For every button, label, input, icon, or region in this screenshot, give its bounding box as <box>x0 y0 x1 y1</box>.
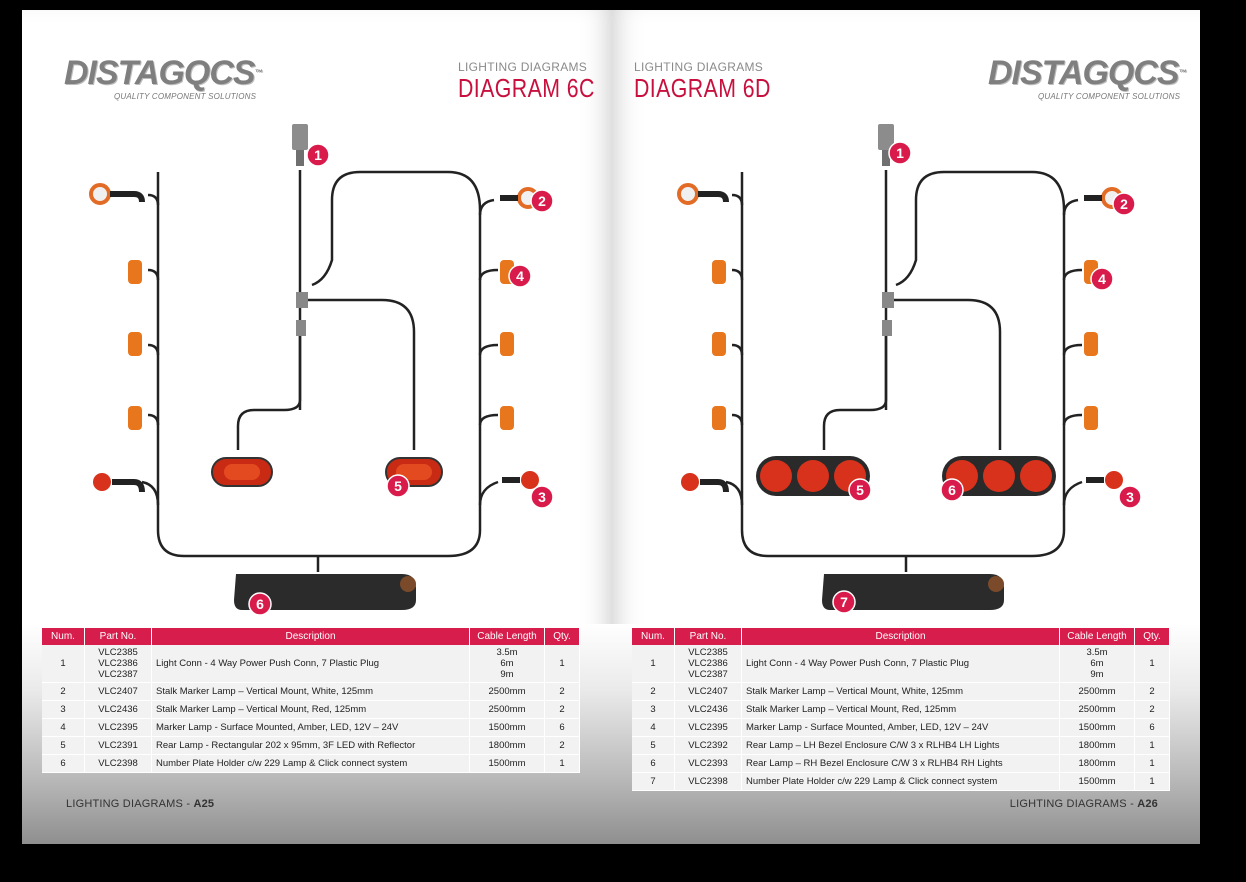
diagram-subtitle: LIGHTING DIAGRAMS <box>634 60 764 74</box>
table-row: 7 VLC2398 Number Plate Holder c/w 229 Lamp & Click connect system 1500mm 1 <box>632 773 1170 791</box>
col-num: Num. <box>42 628 85 645</box>
table-row: 4 VLC2395 Marker Lamp - Surface Mounted, Amber, LED, 12V – 24V 1500mm 6 <box>632 719 1170 737</box>
wiring-diagram-6d <box>612 110 1200 620</box>
svg-text:6: 6 <box>256 596 264 612</box>
svg-text:4: 4 <box>516 268 524 284</box>
table-row: 3 VLC2436 Stalk Marker Lamp – Vertical Mount, Red, 125mm 2500mm 2 <box>42 701 580 719</box>
col-desc: Description <box>152 628 470 645</box>
table-row: 1 VLC2385 VLC2386 VLC2387 Light Conn - 4 Way Power Push Conn, 7 Plastic Plug 3.5m 6m 9m 1 <box>42 645 580 683</box>
svg-text:1: 1 <box>896 145 904 161</box>
stalk-lamp-red-right-icon <box>502 471 539 489</box>
diagram-subtitle: LIGHTING DIAGRAMS <box>458 60 588 74</box>
callout-5 <box>387 475 409 497</box>
callout-6 <box>249 593 271 615</box>
brand-logo: DISTAGQCS™ QUALITY COMPONENT SOLUTIONS <box>64 54 262 101</box>
callout-4 <box>1091 268 1113 290</box>
callout-badges <box>833 142 1141 613</box>
col-part: Part No. <box>85 628 152 645</box>
page-a26 <box>612 10 1200 844</box>
svg-text:5: 5 <box>394 478 402 494</box>
table-row: 4 VLC2395 Marker Lamp - Surface Mounted, Amber, LED, 12V – 24V 1500mm 6 <box>42 719 580 737</box>
parts-table-6d: Num. Part No. Description Cable Length Qty. 1 VLC2385 VLC2386 VLC2387 Light Conn - 4 Way Power Push Conn, 7 Plastic Plug 3.5m 6m 9m 1 2 VLC2407 Stalk Marker Lamp – Vertical Mount, White, 125mm 2500mm 2 3 VLC2436 Stalk Marker Lamp – Vertical Mount, Red, 125mm 2500mm 2 4 VLC2395 Marker Lamp - Surface Mounted, Amber, LED, 12V – 24V 1500mm 6 5 VLC2392 Rear Lamp – LH Bezel Enclosure C/W 3 x RLHB4 LH Lights 1800mm 1 6 VLC2393 Rear Lamp – RH Bezel Enclosure C/W 3 x RLHB4 RH Lights 1800mm 1 7 VLC2398 Number Plate Holder c/w 229 Lamp & Click connect system 1500mm 1 <box>632 628 1170 791</box>
svg-text:2: 2 <box>538 193 546 209</box>
svg-text:7: 7 <box>840 594 848 610</box>
marker-lamp-amber-icon <box>128 260 142 284</box>
diagram-heading: DIAGRAM 6D <box>634 73 771 103</box>
callout-1 <box>307 144 329 166</box>
svg-text:1: 1 <box>314 147 322 163</box>
callout-6 <box>941 479 963 501</box>
page-footer: LIGHTING DIAGRAMS - A26 <box>1009 798 1158 810</box>
callout-3 <box>531 486 553 508</box>
svg-text:4: 4 <box>1098 271 1106 287</box>
parts-table-6c <box>42 628 580 773</box>
svg-text:6: 6 <box>948 482 956 498</box>
page-footer: LIGHTING DIAGRAMS - A25 <box>66 798 215 810</box>
connector-plug-icon <box>292 124 308 150</box>
stalk-lamp-white-icon <box>91 185 142 203</box>
diagram-heading: DIAGRAM 6C <box>458 73 595 103</box>
brand-logo: DISTAGQCS™ QUALITY COMPONENT SOLUTIONS <box>988 54 1186 101</box>
stalk-lamp-red-icon <box>93 473 142 492</box>
col-qty: Qty. <box>545 628 580 645</box>
page-number: A25 <box>193 798 215 810</box>
callout-2 <box>531 190 553 212</box>
page-a25 <box>22 10 612 844</box>
callout-2 <box>1113 193 1135 215</box>
table-row: 3 VLC2436 Stalk Marker Lamp – Vertical Mount, Red, 125mm 2500mm 2 <box>632 701 1170 719</box>
svg-text:5: 5 <box>856 482 864 498</box>
table-row: 5 VLC2392 Rear Lamp – LH Bezel Enclosure C/W 3 x RLHB4 LH Lights 1800mm 1 <box>632 737 1170 755</box>
svg-text:3: 3 <box>1126 489 1134 505</box>
callout-3 <box>1119 486 1141 508</box>
callout-1 <box>889 142 911 164</box>
table-row: 5 VLC2391 Rear Lamp - Rectangular 202 x 95mm, 3F LED with Reflector 1800mm 2 <box>42 737 580 755</box>
wiring-diagram-6c <box>22 110 612 620</box>
table-row: 6 VLC2398 Number Plate Holder c/w 229 Lamp & Click connect system 1500mm 1 <box>42 755 580 773</box>
diagram-title-6d <box>634 60 801 102</box>
table-row: 1 VLC2385 VLC2386 VLC2387 Light Conn - 4 Way Power Push Conn, 7 Plastic Plug 3.5m 6m 9m 1 <box>632 645 1170 683</box>
rear-lamp-oval-icon <box>212 458 272 486</box>
col-length: Cable Length <box>470 628 545 645</box>
callout-5 <box>849 479 871 501</box>
diagram-title-6c <box>458 60 612 102</box>
table-row: 6 VLC2393 Rear Lamp – RH Bezel Enclosure C/W 3 x RLHB4 RH Lights 1800mm 1 <box>632 755 1170 773</box>
svg-text:2: 2 <box>1120 196 1128 212</box>
table-row: 2 VLC2407 Stalk Marker Lamp – Vertical Mount, White, 125mm 2500mm 2 <box>632 683 1170 701</box>
page-number: A26 <box>1137 798 1158 810</box>
callout-badges <box>249 144 553 615</box>
svg-text:3: 3 <box>538 489 546 505</box>
callout-7 <box>833 591 855 613</box>
callout-4 <box>509 265 531 287</box>
table-row: 2 VLC2407 Stalk Marker Lamp – Vertical Mount, White, 125mm 2500mm 2 <box>42 683 580 701</box>
